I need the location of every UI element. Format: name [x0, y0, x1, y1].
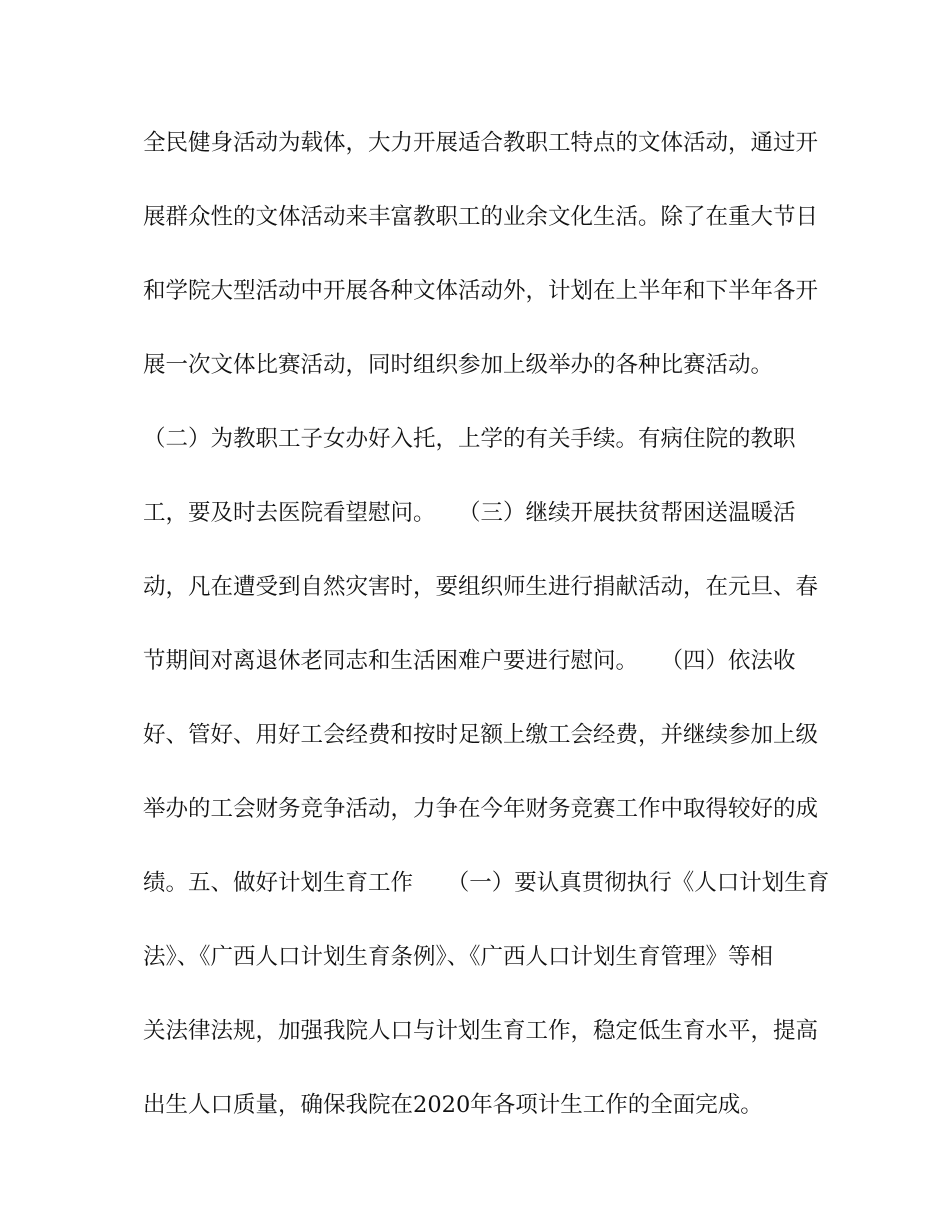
- text-line: 动，凡在遭受到自然灾害时，要组织师生进行捐献活动，在元旦、春: [143, 574, 819, 600]
- text-line: 和学院大型活动中开展各种文体活动外，计划在上半年和下半年各开: [143, 278, 819, 304]
- text-line: 展一次文体比赛活动，同时组织参加上级举办的各种比赛活动。: [143, 352, 774, 378]
- text-line: 全民健身活动为载体，大力开展适合教职工特点的文体活动，通过开: [143, 130, 819, 156]
- text-line: 好、管好、用好工会经费和按时足额上缴工会经费，并继续参加上级: [143, 722, 819, 748]
- text-line: 关法律法规，加强我院人口与计划生育工作，稳定低生育水平，提高: [143, 1018, 819, 1044]
- text-line: 绩。五、做好计划生育工作 （一）要认真贯彻执行《人口计划生育: [143, 870, 830, 896]
- text-line: 工，要及时去医院看望慰问。 （三）继续开展扶贫帮困送温暖活: [143, 500, 796, 526]
- text-line: 法》、《广西人口计划生育条例》、《广西人口计划生育管理》等相: [143, 944, 774, 970]
- text-line: （二）为教职工子女办好入托，上学的有关手续。有病住院的教职: [143, 426, 796, 452]
- text-line: 展群众性的文体活动来丰富教职工的业余文化生活。除了在重大节日: [143, 204, 819, 230]
- text-line: 举办的工会财务竞争活动，力争在今年财务竞赛工作中取得较好的成: [143, 796, 819, 822]
- text-line: 节期间对离退休老同志和生活困难户要进行慰问。 （四）依法收: [143, 648, 796, 674]
- text-line: 出生人口质量，确保我院在2020年各项计生工作的全面完成。: [143, 1092, 763, 1118]
